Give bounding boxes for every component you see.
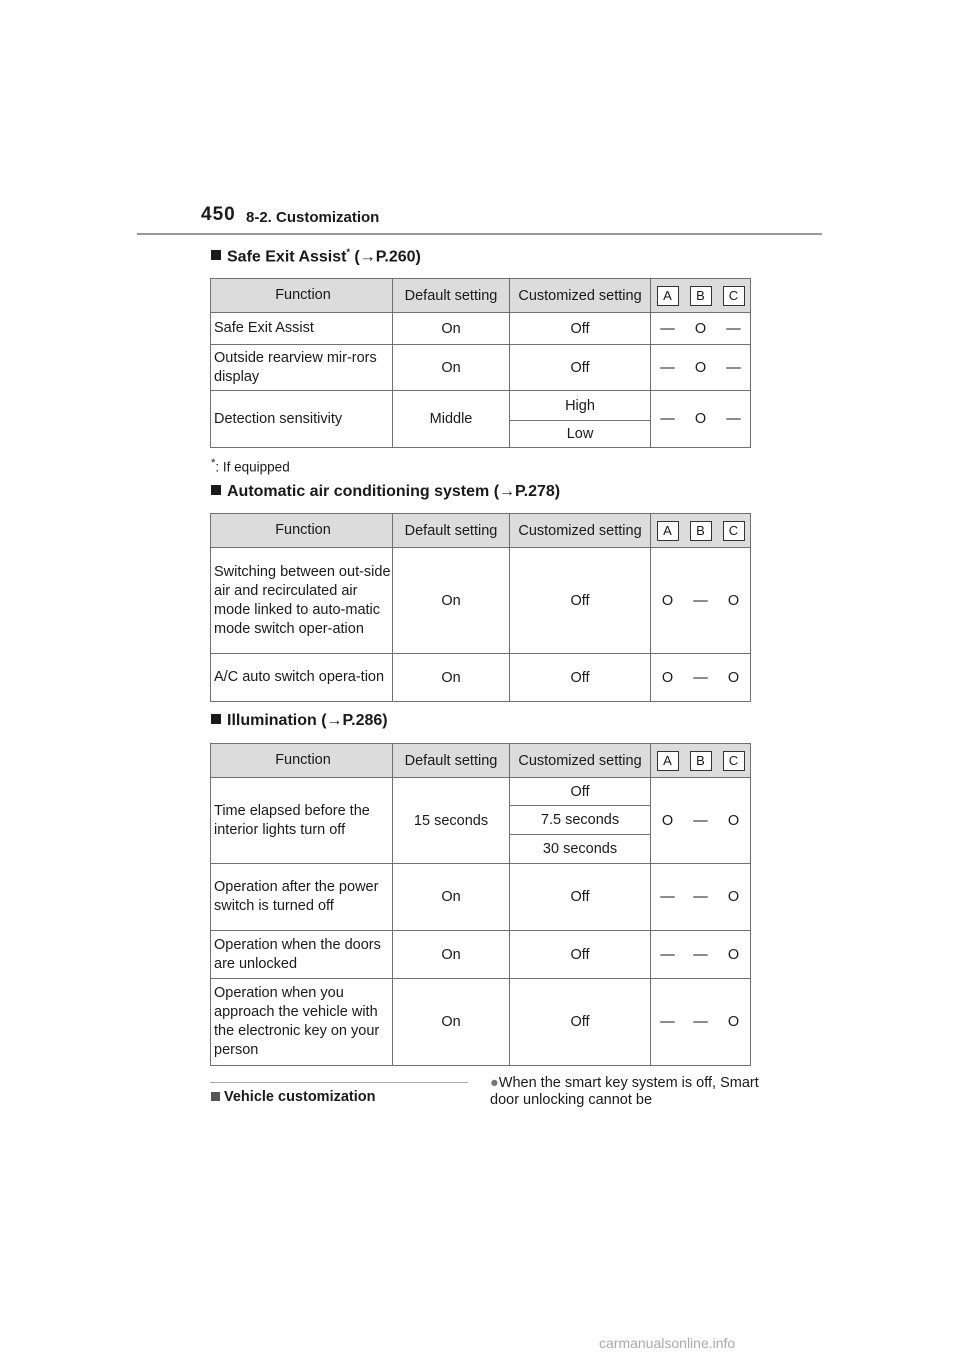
section-title: 8-2. Customization <box>246 209 380 226</box>
cell-custom: 30 seconds <box>510 835 651 864</box>
header-default: Default setting <box>393 744 510 778</box>
cell-custom: Off <box>510 313 651 345</box>
header-default: Default setting <box>393 514 510 548</box>
table-header-row <box>211 514 751 548</box>
square-bullet-icon <box>211 714 221 724</box>
header-a: A <box>651 514 685 548</box>
cell-c: O <box>717 979 751 1066</box>
table-row <box>211 548 751 654</box>
cell-a: — <box>651 864 685 931</box>
cell-b: — <box>684 979 717 1066</box>
cell-c: O <box>717 654 751 702</box>
cell-custom: Off <box>510 548 651 654</box>
circle-bullet-icon: ● <box>490 1075 499 1091</box>
table-row <box>211 313 751 345</box>
footnote-text: : If equipped <box>215 459 290 475</box>
table-illumination <box>210 743 751 1066</box>
cell-function: A/C auto switch opera-tion <box>211 654 393 702</box>
header-b: B <box>684 514 717 548</box>
cell-default: Middle <box>393 391 510 448</box>
page-ref: (→P.286) <box>316 712 388 729</box>
cell-custom: High <box>510 391 651 421</box>
table-row <box>211 345 751 391</box>
cell-a: — <box>651 931 685 979</box>
header-c: C <box>717 279 751 313</box>
square-bullet-icon <box>211 485 221 495</box>
cell-a: — <box>651 313 685 345</box>
cell-function: Safe Exit Assist <box>211 313 393 345</box>
note-text: When the smart key system is off, Smart door unlocking cannot be <box>490 1075 759 1108</box>
cell-function: Operation after the power switch is turned off <box>211 864 393 931</box>
cell-b: — <box>684 864 717 931</box>
square-bullet-icon <box>211 250 221 260</box>
cell-a: — <box>651 391 685 448</box>
vehicle-customization-label: Vehicle customization <box>224 1089 376 1105</box>
cell-b: — <box>684 548 717 654</box>
page-number: 450 <box>201 204 236 225</box>
footer-divider <box>210 1082 468 1083</box>
asterisk: * <box>211 457 216 469</box>
cell-default: On <box>393 345 510 391</box>
header-c: C <box>717 514 751 548</box>
cell-c: — <box>717 391 751 448</box>
table-row <box>211 864 751 931</box>
cell-custom: Off <box>510 345 651 391</box>
cell-default: On <box>393 548 510 654</box>
cell-default: On <box>393 654 510 702</box>
table-row <box>211 778 751 806</box>
header-function: Function <box>211 514 393 548</box>
cell-b: O <box>684 345 717 391</box>
cell-custom: Off <box>510 864 651 931</box>
heading-illumination <box>211 712 388 730</box>
table-air-con <box>210 513 751 702</box>
vehicle-customization-heading <box>211 1089 376 1105</box>
note <box>490 1075 760 1109</box>
cell-default: On <box>393 313 510 345</box>
header-c: C <box>717 744 751 778</box>
page-ref: (→P.260) <box>349 248 421 266</box>
cell-c: — <box>717 345 751 391</box>
header-a: A <box>651 744 685 778</box>
cell-b: O <box>684 391 717 448</box>
heading-title: Safe Exit Assist <box>227 248 347 266</box>
cell-custom: Off <box>510 979 651 1066</box>
cell-default: On <box>393 931 510 979</box>
table-row <box>211 931 751 979</box>
cell-function: Time elapsed before the interior lights turn off <box>211 778 393 864</box>
cell-b: — <box>684 778 717 864</box>
cell-c: O <box>717 778 751 864</box>
cell-function: Switching between out-side air and recirculated air mode linked to auto-matic mode switch oper-ation <box>211 548 393 654</box>
footnote <box>211 457 290 475</box>
cell-function: Outside rearview mir-rors display <box>211 345 393 391</box>
header-function: Function <box>211 279 393 313</box>
cell-custom: Off <box>510 654 651 702</box>
header-divider <box>137 233 822 235</box>
cell-b: O <box>684 313 717 345</box>
cell-a: — <box>651 345 685 391</box>
header-function: Function <box>211 744 393 778</box>
cell-default: On <box>393 979 510 1066</box>
asterisk: * <box>346 247 350 257</box>
cell-function: Detection sensitivity <box>211 391 393 448</box>
cell-a: O <box>651 654 685 702</box>
heading-title: Illumination <box>227 712 317 729</box>
heading-safe-exit <box>211 247 421 266</box>
header-default: Default setting <box>393 279 510 313</box>
cell-b: — <box>684 931 717 979</box>
cell-default: On <box>393 864 510 931</box>
cell-a: O <box>651 778 685 864</box>
cell-custom: Off <box>510 931 651 979</box>
cell-b: — <box>684 654 717 702</box>
table-row <box>211 979 751 1066</box>
cell-default: 15 seconds <box>393 778 510 864</box>
header-a: A <box>651 279 685 313</box>
cell-c: O <box>717 548 751 654</box>
cell-custom: Low <box>510 421 651 448</box>
cell-c: O <box>717 931 751 979</box>
cell-a: — <box>651 979 685 1066</box>
cell-c: — <box>717 313 751 345</box>
cell-custom: Off <box>510 778 651 806</box>
cell-a: O <box>651 548 685 654</box>
cell-c: O <box>717 864 751 931</box>
header-customized: Customized setting <box>510 279 651 313</box>
header-customized: Customized setting <box>510 744 651 778</box>
cell-custom: 7.5 seconds <box>510 806 651 835</box>
cell-function: Operation when you approach the vehicle with the electronic key on your person <box>211 979 393 1066</box>
header-b: B <box>684 279 717 313</box>
table-row <box>211 654 751 702</box>
page-ref: (→P.278) <box>489 483 561 500</box>
table-safe-exit <box>210 278 751 448</box>
table-header-row <box>211 279 751 313</box>
cell-function: Operation when the doors are unlocked <box>211 931 393 979</box>
heading-air-con <box>211 483 560 501</box>
table-row <box>211 391 751 421</box>
watermark: carmanualsonline.info <box>599 1335 736 1351</box>
header-b: B <box>684 744 717 778</box>
table-header-row <box>211 744 751 778</box>
square-bullet-icon <box>211 1092 220 1101</box>
heading-title: Automatic air conditioning system <box>227 483 490 500</box>
header-customized: Customized setting <box>510 514 651 548</box>
